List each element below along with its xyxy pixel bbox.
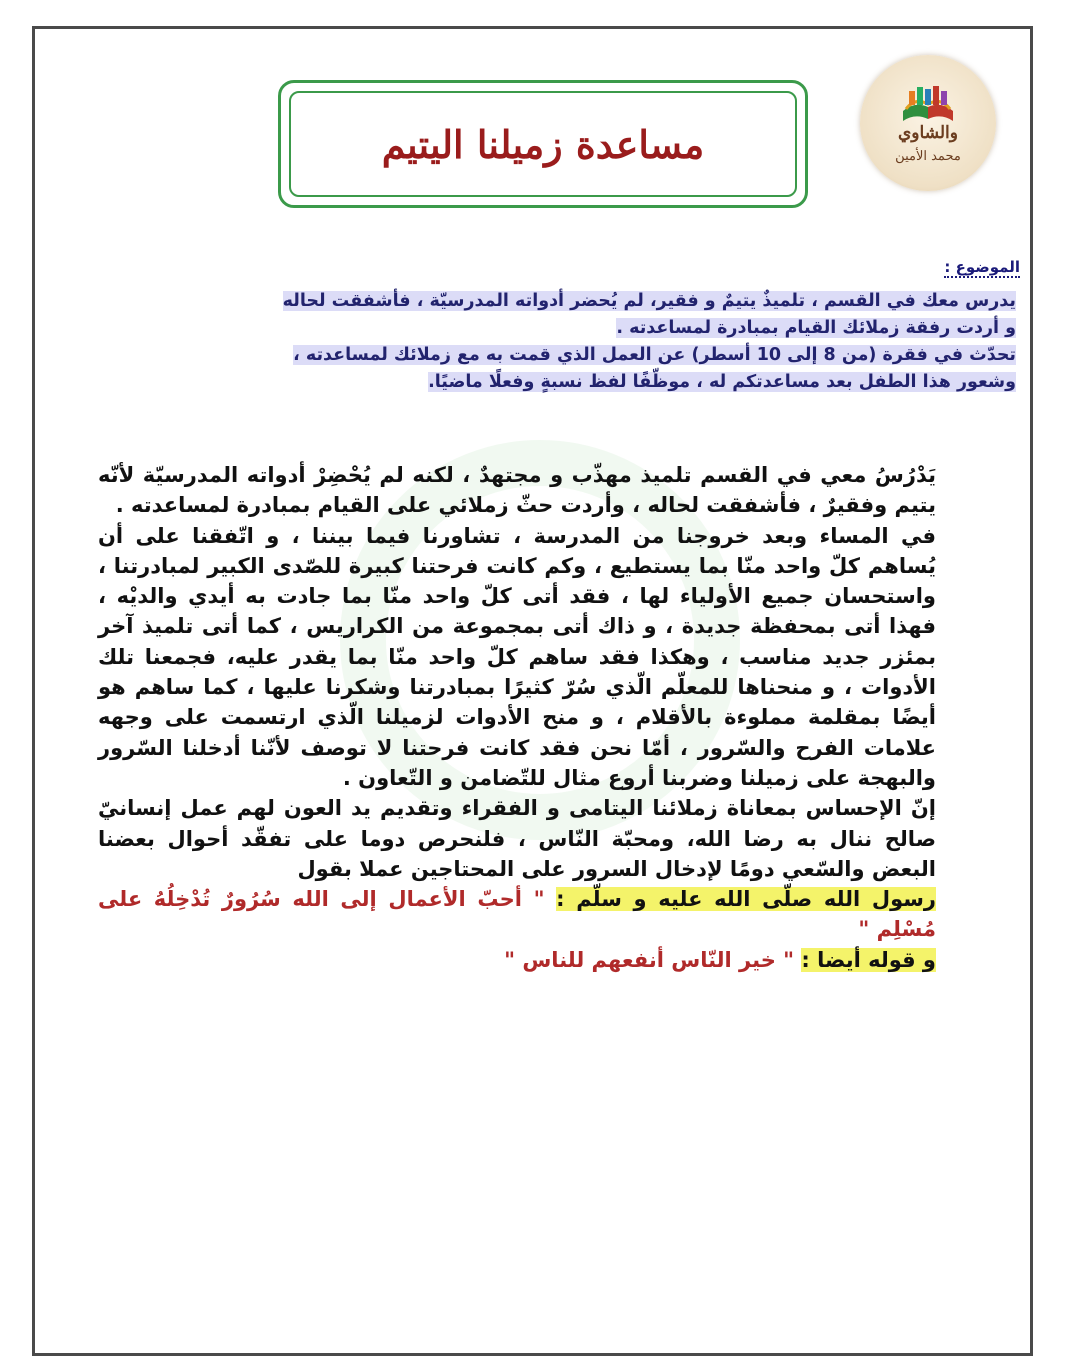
essay-body [98, 460, 936, 975]
hadith-2-text: " خير النّاس أنفعهم للناس " [504, 947, 795, 972]
essay-paragraph-intro: يَدْرُسُ معي في القسم تلميذ مهذّب و مجتهدٌ ، لكنه لم يُحْضِرْ أدواته المدرسيّة لأنّه يتيم وفقيرٌ ، فأشفقت لحاله ، وأردت حثّ زملائي على القيام بمبادرة لمساعدته . [98, 463, 936, 518]
essay-paragraph-main: في المساء وبعد خروجنا من المدرسة ، تشاورنا فيما بيننا ، و اتّفقنا على أن يُساهم كلّ واحد منّا بما يستطيع ، وكم كانت فرحتنا كبيرة للصّدى الكبير لمبادرتنا ، واستحسان جميع الأولياء لها ، فقد أتى كلّ واحد منّا بما جادت به أيدي والديْه ، فهذا أتى بمحفظة جديدة ، و ذاك أتى بمجموعة من الكراريس ، كما أتى تلميذ آخر بمئزر جديد مناسب ، وهكذا فقد ساهم كلّ واحد منّا بما يقدر عليه، فجمعنا تلك الأدوات ، و منحناها للمعلّم الّذي سُرّ كثيرًا بمبادرتنا وشكرنا عليها ، كما ساهم هو أيضًا بمقلمة مملوءة بالأقلام ، و منح الأدوات لزميلنا الّذي ارتسمت على وجهه علامات الفرح والسّرور ، أمّا نحن فقد كانت فرحتنا لا توصف لأنّنا أدخلنا السّرور والبهجة على زميلنا وضربنا أروع مثال للتّضامن و التّعاون . [98, 523, 936, 790]
hadith-1-text: " أحبّ الأعمال إلى الله سُرُورٌ تُدْخِلُهُ على مُسْلِم " [98, 887, 936, 942]
title-inner-frame [289, 91, 797, 197]
document-title: مساعدة زميلنا اليتيم [381, 121, 705, 167]
prompt-line-3: تحدّث في فقرة (من 8 إلى 10 أسطر) عن العمل الذي قمت به مع زملائك لمساعدته ، [293, 345, 1016, 365]
logo-name-line1: والشاوي [898, 123, 958, 143]
author-logo-seal [860, 55, 996, 191]
prompt-line-1: يدرس معك في القسم ، تلميذٌ يتيمٌ و فقير، لم يُحضر أدواته المدرسيّة ، فأشفقت لحاله [282, 291, 1016, 311]
hadith-1-intro: رسول الله صلّى الله عليه و سلّم : [556, 887, 936, 912]
hadith-line-2 [98, 945, 936, 975]
hadith-line-1 [98, 884, 936, 945]
topic-prompt [88, 288, 1016, 396]
prompt-line-4: وشعور هذا الطفل بعد مساعدتكم له ، موظّفًا لفظ نسبةٍ وفعلًا ماضيًا. [428, 372, 1016, 392]
topic-label: الموضوع : [944, 258, 1020, 276]
title-frame [278, 80, 808, 208]
prompt-line-2: و أردت رفقة زملائك القيام بمبادرة لمساعدته . [616, 318, 1016, 338]
essay-paragraph-conclusion: إنّ الإحساس بمعاناة زملائنا اليتامى و الفقراء وتقديم يد العون لهم عمل إنسانيّ صالح ننال به رضا الله، ومحبّة النّاس ، فلنحرص دوما على تفقّد أحوال بعضنا البعض والسّعي دومًا لإدخال السرور على المحتاجين عملا بقول [98, 796, 936, 881]
hadith-2-intro: و قوله أيضا : [801, 947, 936, 972]
logo-name-line2: محمد الأمين [895, 149, 961, 164]
